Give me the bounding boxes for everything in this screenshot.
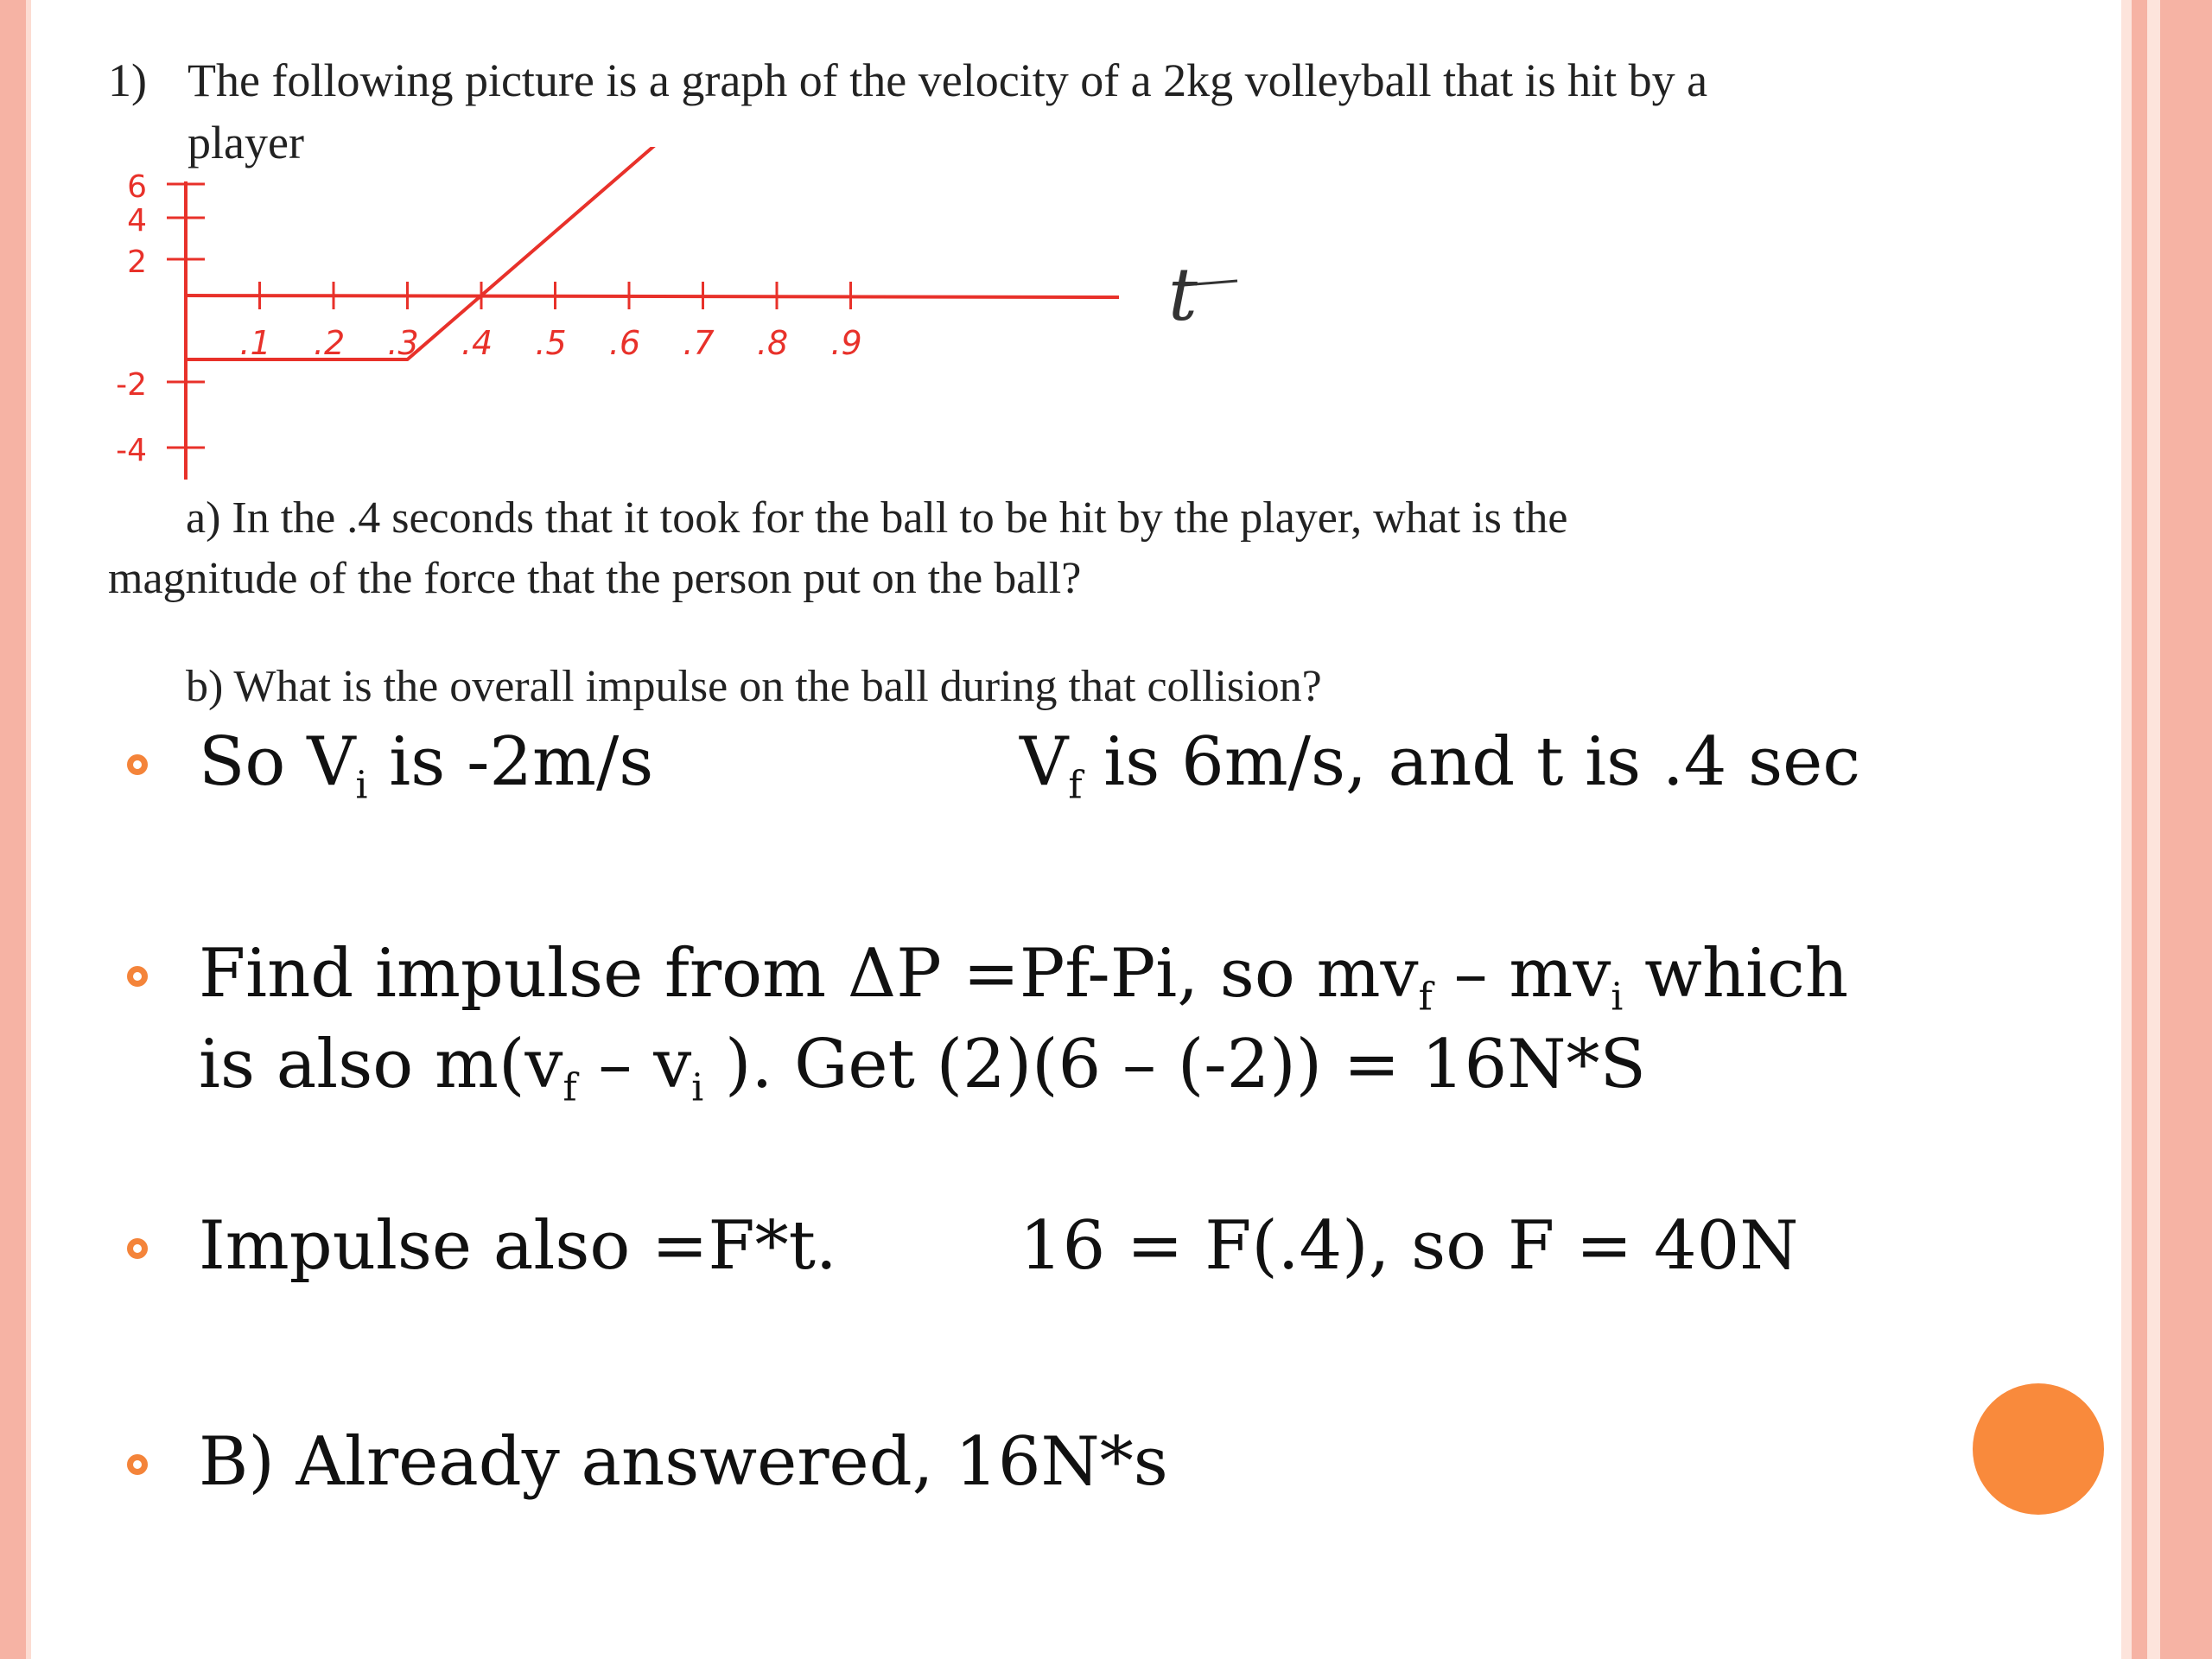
x-tick-label: .4 xyxy=(461,324,493,362)
x-axis xyxy=(186,296,1119,297)
question-text: The following picture is a graph of the velocity of a 2kg volleyball that is hit by a xyxy=(188,54,1708,106)
x-tick-label: .9 xyxy=(830,324,862,362)
y-tick-label: 4 xyxy=(127,203,147,238)
y-tick-label: -4 xyxy=(116,433,147,468)
bullet-3-left: Impulse also =F*t. xyxy=(199,1207,837,1285)
x-tick-label: .3 xyxy=(387,324,419,362)
velocity-graph xyxy=(69,147,1279,484)
bullet-marker xyxy=(127,754,148,775)
bullet-marker xyxy=(127,1238,148,1259)
x-tick-label: .1 xyxy=(239,324,271,362)
velocity-line xyxy=(186,147,851,359)
bullet-4-text: B) Already answered, 16N*s xyxy=(199,1423,1168,1501)
t-axis-label: t xyxy=(1168,252,1198,337)
question-line-1 xyxy=(108,52,1707,109)
bullet-1-right: $V_f$ is 6m/s, and t is .4 sec xyxy=(1020,723,1861,808)
x-tick-label: .8 xyxy=(756,324,789,362)
bullet-2-line-2: is also $m(v_f - v_i$ ). Get (2)(6 – (-2)) = 16N*S xyxy=(199,1026,1646,1110)
part-a-line-1: a) In the .4 seconds that it took for the ball to be hit by the player, what is the xyxy=(186,493,1568,543)
bullet-marker xyxy=(127,1454,148,1475)
accent-circle xyxy=(1973,1383,2104,1515)
bullet-marker xyxy=(127,966,148,987)
x-tick-label: .7 xyxy=(683,324,715,362)
right-border xyxy=(2121,0,2212,1659)
y-tick-label: -2 xyxy=(116,367,147,403)
y-tick-label: 2 xyxy=(127,245,147,280)
left-border xyxy=(0,0,26,1659)
question-number: 1) xyxy=(108,54,147,106)
y-tick-label: 6 xyxy=(127,169,147,205)
x-tick-label: .2 xyxy=(313,324,346,362)
bullet-3-right: 16 = F(.4), so F = 40N xyxy=(1020,1207,1799,1285)
bullet-2-line-1: Find impulse from ΔP =Pf-Pi, so $mv_f - mv_i$ which xyxy=(199,935,1849,1020)
left-border-inner xyxy=(26,0,31,1659)
part-b: b) What is the overall impulse on the ball during that collision? xyxy=(186,662,1322,711)
x-tick-label: .5 xyxy=(535,324,567,362)
x-tick-label: .6 xyxy=(608,324,641,362)
bullet-1-left: So $V_i$ is -2m/s xyxy=(199,723,654,808)
question-line-2: player xyxy=(188,117,304,168)
part-a-line-2: magnitude of the force that the person put on the ball? xyxy=(108,554,1082,603)
